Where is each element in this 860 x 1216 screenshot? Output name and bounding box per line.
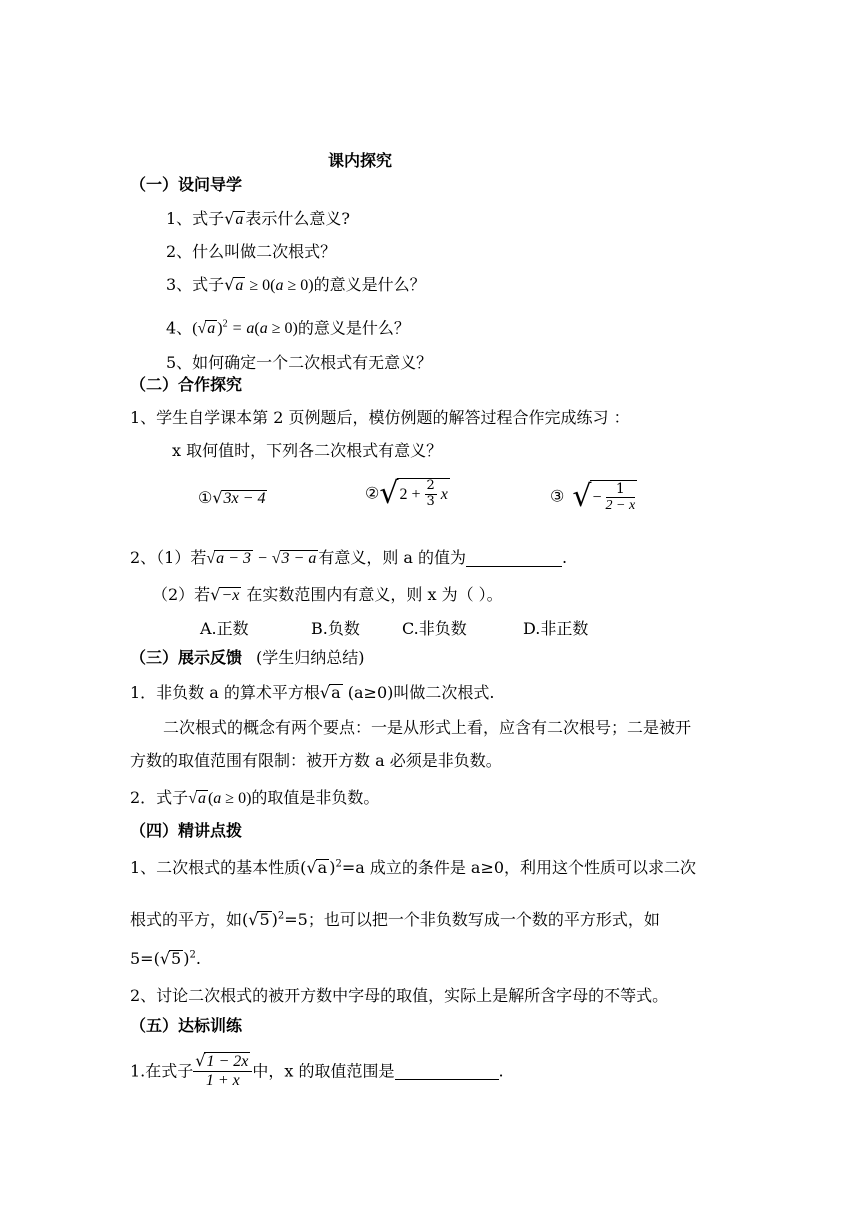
summary-1c: 方数的取值范围有限制：被开方数 a 必须是非负数。 bbox=[130, 751, 502, 770]
section-heading-1: （一）设问导学 bbox=[130, 175, 243, 194]
training-1: 1.在式子 $\frac{√1 - 2x}{1 + x}$ 中，x 的取值范围是 . bbox=[130, 1051, 504, 1090]
option-a: A.正数 bbox=[200, 619, 249, 638]
section-heading-2: （二）合作探究 bbox=[130, 375, 243, 394]
formula-sqrt-a-nonneg: √a ≥ 0(a ≥ 0) bbox=[224, 275, 314, 294]
exercise-intro: 1、学生自学课本第 2 页例题后，模仿例题的解答过程合作完成练习 ： bbox=[130, 408, 630, 427]
exercise-question: x 取何值时，下列各二次根式有意义？ bbox=[172, 441, 443, 460]
choice-3: ③ √− $\frac{1}{2 - x}$ bbox=[550, 479, 636, 515]
problem-2-2: （2）若√−x 在实数范围内有意义，则 x 为（ ）。 bbox=[152, 585, 503, 604]
section-heading-3: （三）展示反馈 (学生归纳总结) bbox=[130, 648, 365, 667]
question-5: 5、如何确定一个二次根式有无意义？ bbox=[166, 353, 433, 372]
option-d: D.非正数 bbox=[523, 619, 589, 638]
section-heading-4: （四）精讲点拨 bbox=[130, 821, 243, 840]
option-b: B.负数 bbox=[311, 619, 360, 638]
explain-4: 2、讨论二次根式的被开方数中字母的取值，实际上是解所含字母的不等式。 bbox=[130, 986, 669, 1005]
explain-1: 1、二次根式的基本性质(√a )$^2$=a 成立的条件是 a≥0，利用这个性质可以求二次 bbox=[130, 858, 697, 877]
formula-fraction: $\frac{√1 - 2x}{1 + x}$ bbox=[193, 1052, 252, 1091]
page-title: 课内探究 bbox=[328, 151, 393, 170]
choice-2: ②√2 + $\frac{2}{3}$ x bbox=[365, 475, 448, 511]
question-3: 3、式子√a ≥ 0(a ≥ 0)的意义是什么？ bbox=[166, 275, 426, 294]
choice-1: ①√3x − 4 bbox=[198, 488, 266, 507]
explain-2: 根式的平方，如(√5 )$^2$=5；也可以把一个非负数写成一个数的平方形式，如 bbox=[130, 910, 660, 929]
problem-2-1: 2、（1）若√a − 3 − √3 − a 有意义，则 a 的值为 . bbox=[130, 548, 568, 567]
formula-sqrt-a: √a bbox=[224, 209, 244, 228]
question-2: 2、什么叫做二次根式？ bbox=[166, 242, 337, 261]
formula-sqrt-a-squared: (√a )$^2$ = a(a ≥ 0) bbox=[192, 319, 298, 338]
explain-3: 5=(√5 )$^2$. bbox=[130, 949, 201, 968]
summary-1: 1．非负数 a 的算术平方根√a (a≥0)叫做二次根式. bbox=[130, 683, 495, 702]
option-c: C.非负数 bbox=[402, 619, 467, 638]
summary-2: 2．式子√a (a ≥ 0)的取值是非负数。 bbox=[130, 788, 380, 807]
question-1: 1、式子√a 表示什么意义? bbox=[166, 209, 350, 228]
summary-1b: 二次根式的概念有两个要点：一是从形式上看，应含有二次根号；二是被开 bbox=[163, 718, 692, 737]
question-4: 4、(√a )$^2$ = a(a ≥ 0)的意义是什么？ bbox=[166, 318, 410, 338]
section-heading-5: （五）达标训练 bbox=[130, 1016, 243, 1035]
